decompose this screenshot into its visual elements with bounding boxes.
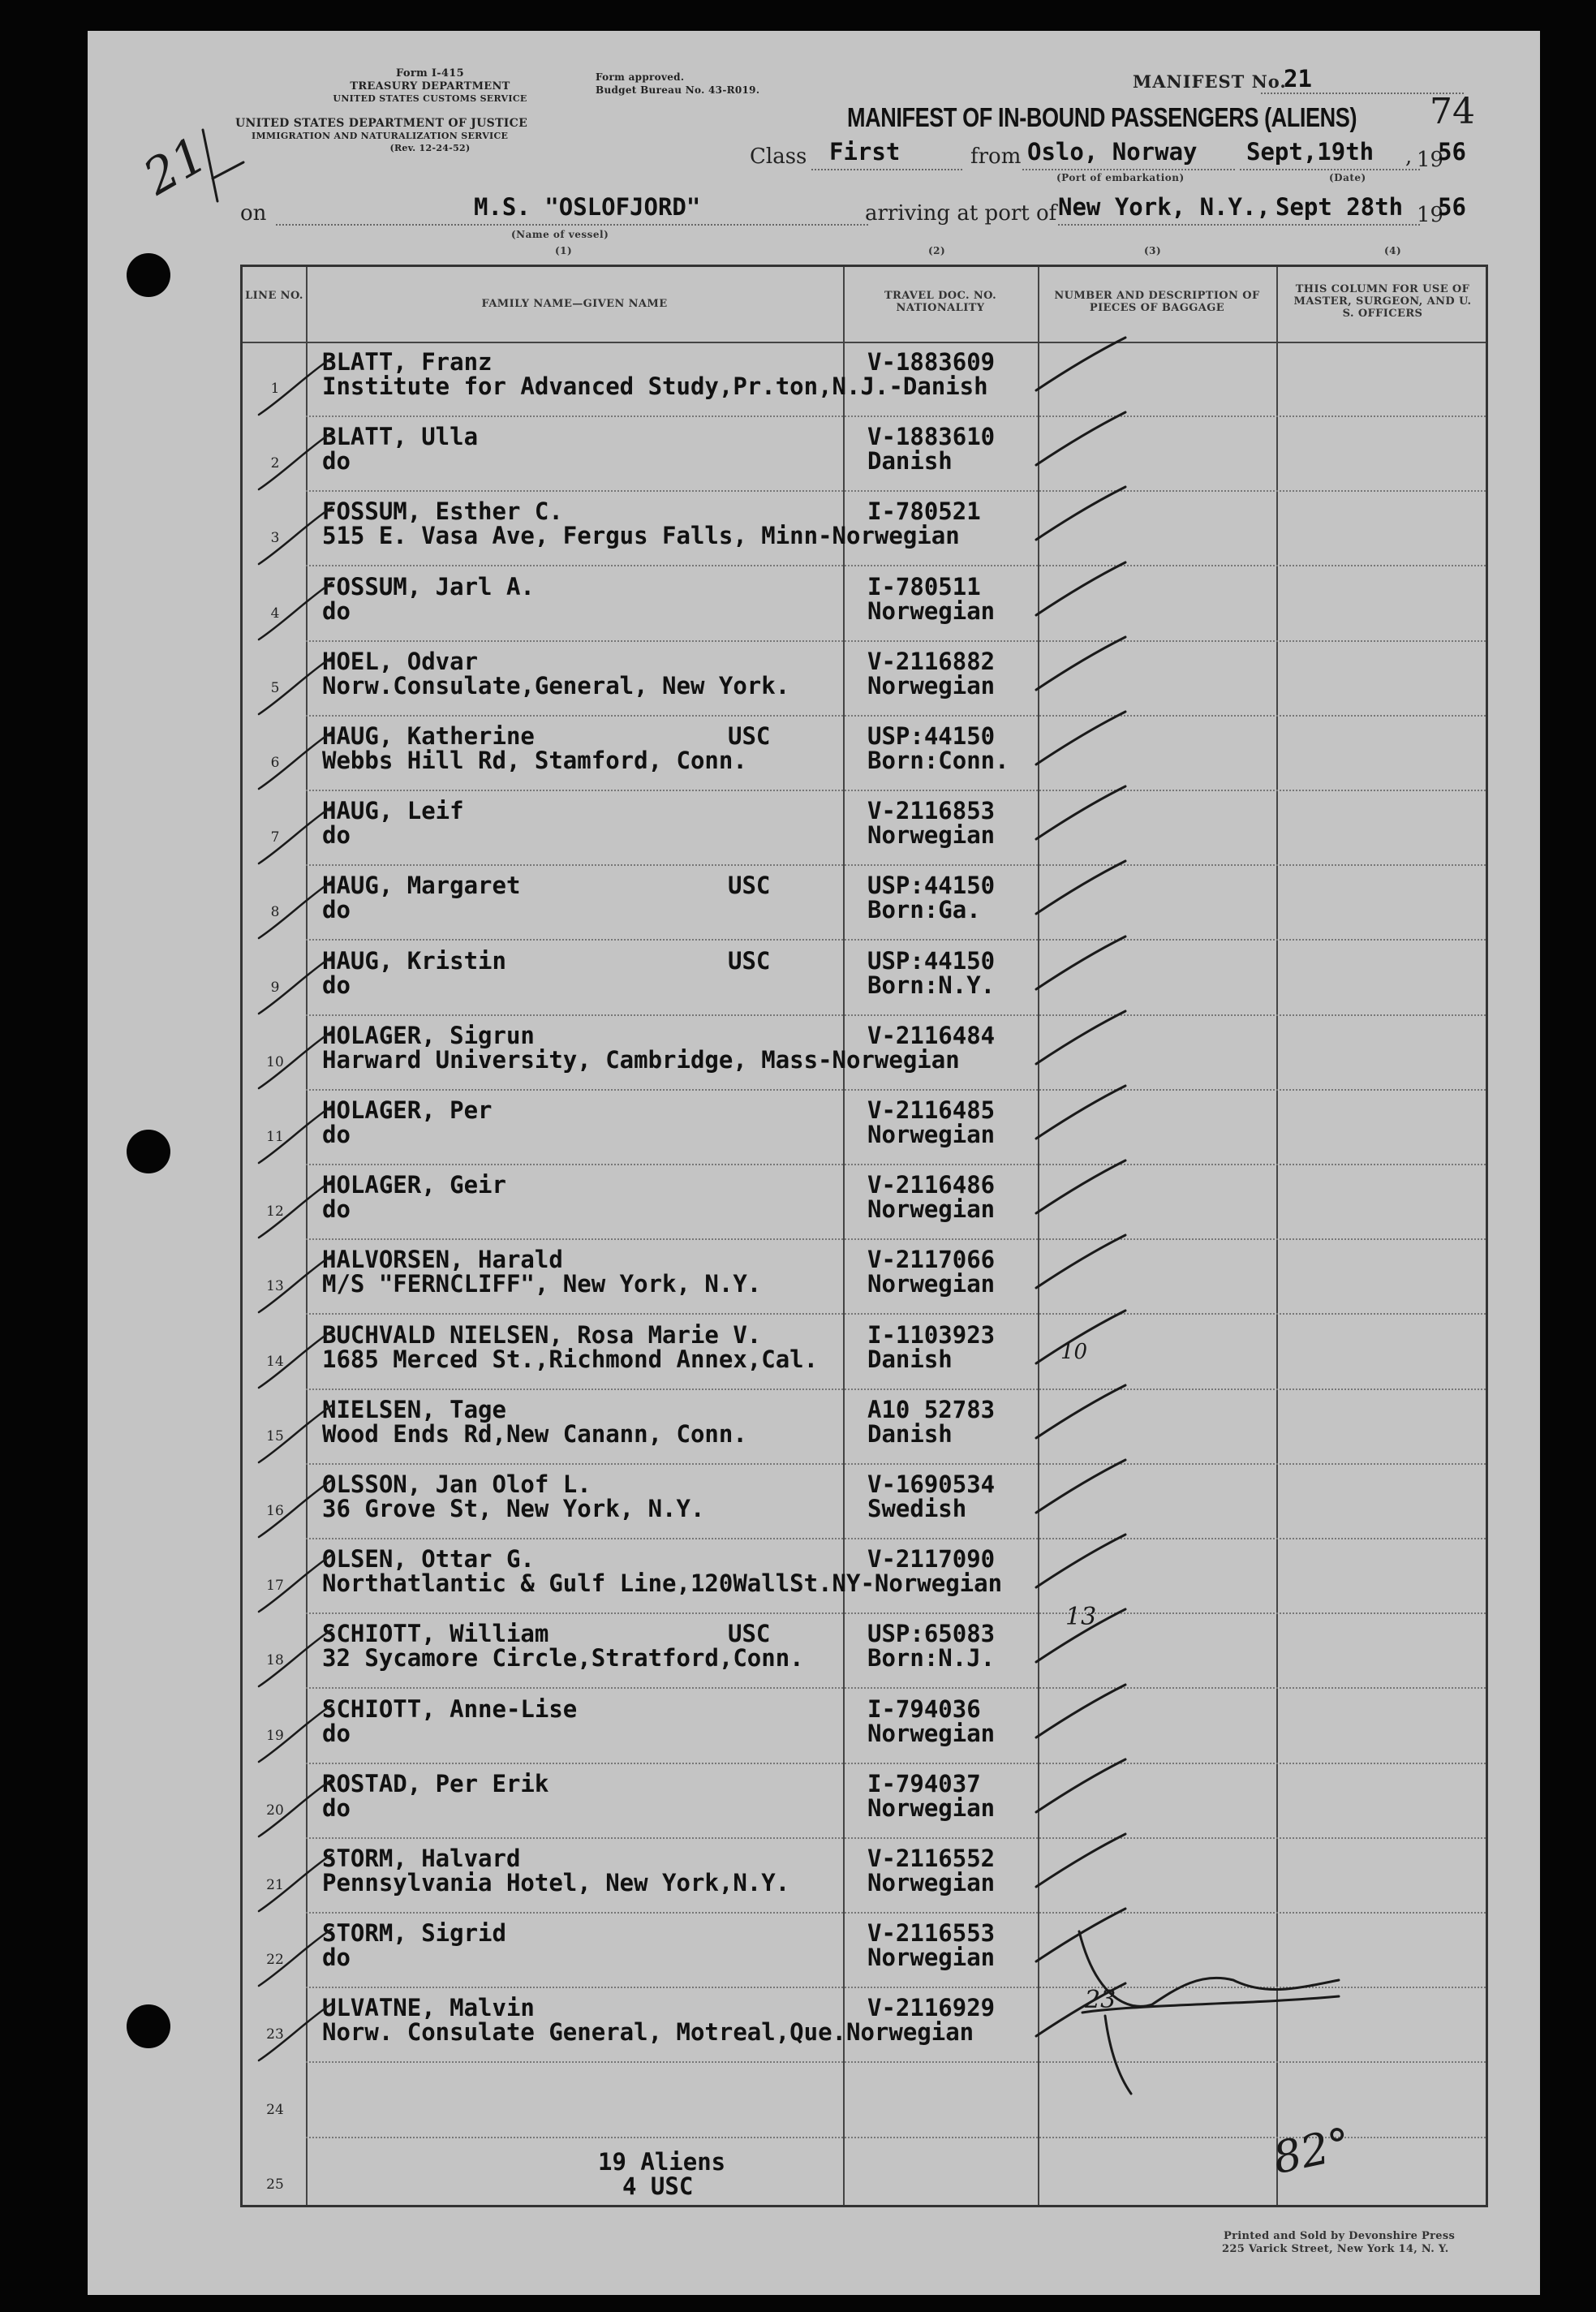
line-number: 15 <box>266 1427 284 1444</box>
arrival-year-prefix: 19 <box>1417 203 1444 227</box>
travel-doc-number: A10 52783 <box>867 1395 996 1423</box>
col-header-baggage: NUMBER AND DESCRIPTION OF PIECES OF BAGGAGE <box>1054 290 1260 314</box>
manifest-no-value: 21 <box>1284 65 1312 93</box>
nationality: Norwegian <box>867 1195 996 1224</box>
nationality: Born:Ga. <box>867 896 981 924</box>
travel-doc-number: I-794036 <box>867 1694 981 1723</box>
passenger-name: HAUG, Leif <box>322 797 464 825</box>
passenger-name: HOEL, Odvar <box>322 647 479 675</box>
line-number: 12 <box>266 1203 284 1221</box>
usc-marker: USC <box>728 722 771 750</box>
passenger-address: Norw.Consulate,General, New York. <box>322 671 790 700</box>
rev-date: (Rev. 12-24-52) <box>389 143 471 153</box>
passenger-address: M/S "FERNCLIFF", New York, N.Y. <box>322 1270 762 1298</box>
passenger-address: 515 E. Vasa Ave, Fergus Falls, Minn-Norwegian <box>322 522 960 550</box>
customs-service: UNITED STATES CUSTOMS SERVICE <box>333 93 527 104</box>
vessel-caption: (Name of vessel) <box>511 229 609 240</box>
passenger-address: do <box>322 1944 351 1972</box>
passenger-name: BLATT, Franz <box>322 348 493 376</box>
line-number: 7 <box>270 829 280 846</box>
travel-doc-number: V-2116552 <box>867 1845 996 1872</box>
travel-doc-number: V-2116484 <box>867 1021 996 1049</box>
line-number: 24 <box>266 2101 284 2118</box>
baggage-mark: 10 <box>1060 1340 1088 1364</box>
travel-doc-number: I-794037 <box>867 1769 981 1798</box>
col-header-name: FAMILY NAME—GIVEN NAME <box>481 298 668 310</box>
passenger-address: Institute for Advanced Study,Pr.ton,N.J.-Danish <box>322 372 988 400</box>
passenger-name: HAUG, Kristin <box>322 946 506 975</box>
col-caption-4: (4) <box>1384 245 1402 256</box>
line-number: 16 <box>266 1503 284 1519</box>
line-number: 11 <box>266 1129 284 1145</box>
line-number: 22 <box>266 1952 284 1969</box>
travel-doc-number: USP:44150 <box>867 946 996 975</box>
arriving-label: arriving at port of <box>865 201 1057 226</box>
col-header-line-no: LINE NO. <box>245 290 303 302</box>
passenger-name: STORM, Sigrid <box>322 1919 506 1948</box>
travel-doc-number: V-2116486 <box>867 1171 996 1199</box>
port-embarkation-caption: (Port of embarkation) <box>1056 172 1185 183</box>
travel-doc-number: I-1103923 <box>867 1320 996 1349</box>
passenger-address: Norw. Consulate General, Motreal,Que.Norwegian <box>322 2018 974 2047</box>
departure-date: Sept,19th <box>1246 138 1374 166</box>
col-header-travel-doc: TRAVEL DOC. NO. NATIONALITY <box>884 290 997 314</box>
travel-doc-number: V-1883610 <box>867 423 996 451</box>
passenger-address: Northatlantic & Gulf Line,120WallSt.NY-Norwegian <box>322 1569 1003 1598</box>
margin-stroke <box>213 162 243 179</box>
passenger-name: HAUG, Katherine <box>322 722 535 750</box>
col-caption-3: (3) <box>1144 245 1162 256</box>
form-approved: Form approved. <box>596 71 685 83</box>
margin-stroke <box>203 130 217 201</box>
line-number: 5 <box>270 679 280 696</box>
passenger-address: do <box>322 821 351 850</box>
travel-doc-number: V-2117090 <box>867 1545 996 1574</box>
passenger-address: Wood Ends Rd,New Canann, Conn. <box>322 1419 747 1448</box>
nationality: Born:N.J. <box>867 1644 996 1673</box>
baggage-mark: 23 <box>1085 1986 1116 2014</box>
line-number: 8 <box>270 904 280 921</box>
ins-service: IMMIGRATION AND NATURALIZATION SERVICE <box>252 131 509 141</box>
inspector-signature-tail <box>1105 2016 1131 2094</box>
printer-line-1: Printed and Sold by Devonshire Press <box>1224 2230 1456 2242</box>
page-number-handwritten: 74 <box>1430 91 1475 132</box>
manifest-no-label: MANIFEST No. <box>1133 71 1287 92</box>
passenger-name: BLATT, Ulla <box>322 423 479 451</box>
passenger-address: Pennsylvania Hotel, New York,N.Y. <box>322 1869 790 1897</box>
nationality: Norwegian <box>867 821 996 850</box>
nationality: Norwegian <box>867 671 996 700</box>
col-caption-1: (1) <box>555 245 573 256</box>
passenger-address: do <box>322 1195 351 1224</box>
date-comma: , <box>1405 144 1413 169</box>
col-caption-2: (2) <box>928 245 946 256</box>
travel-doc-number: I-780511 <box>867 572 981 601</box>
passenger-address: Harward University, Cambridge, Mass-Norwegian <box>322 1045 960 1074</box>
passenger-name: HAUG, Margaret <box>322 872 521 900</box>
travel-doc-number: V-2117066 <box>867 1246 996 1274</box>
line-number: 3 <box>270 530 280 547</box>
nationality: Born:Conn. <box>867 747 1009 774</box>
travel-doc-number: V-2116485 <box>867 1096 996 1124</box>
nationality: Danish <box>867 1345 953 1373</box>
usc-marker: USC <box>728 1620 771 1648</box>
inspector-signature <box>1079 1931 1339 2006</box>
travel-doc-number: V-2116553 <box>867 1919 996 1948</box>
travel-doc-number: V-2116853 <box>867 797 996 825</box>
line-number: 19 <box>266 1727 284 1744</box>
justice-dept: UNITED STATES DEPARTMENT OF JUSTICE <box>235 117 528 130</box>
printer-line-2: 225 Varick Street, New York 14, N. Y. <box>1222 2243 1449 2255</box>
line-number: 4 <box>270 605 280 622</box>
passenger-address: Webbs Hill Rd, Stamford, Conn. <box>322 747 747 774</box>
class-value: First <box>829 138 901 166</box>
total-usc: 4 USC <box>622 2172 694 2200</box>
nationality: Norwegian <box>867 1869 996 1897</box>
travel-doc-number: V-1883609 <box>867 348 996 376</box>
class-label: Class <box>750 144 807 169</box>
col-header-officers: THIS COLUMN FOR USE OF MASTER, SURGEON, AND U. S. OFFICERS <box>1293 283 1472 320</box>
passenger-name: HOLAGER, Per <box>322 1096 493 1124</box>
passenger-name: SCHIOTT, Anne-Lise <box>322 1694 578 1723</box>
travel-doc-number: USP:65083 <box>867 1620 996 1648</box>
nationality: Norwegian <box>867 1793 996 1822</box>
officer-annotation-line <box>1082 1996 1339 2013</box>
passenger-name: HALVORSEN, Harald <box>322 1246 563 1274</box>
passenger-name: FOSSUM, Esther C. <box>322 497 563 526</box>
passenger-address: do <box>322 1793 351 1822</box>
budget-bureau: Budget Bureau No. 43-R019. <box>596 84 760 96</box>
passenger-address: do <box>322 1719 351 1747</box>
passenger-address: do <box>322 1121 351 1148</box>
margin-handwritten-mark: 21 <box>134 126 217 207</box>
arrival-year-suffix: 56 <box>1438 193 1466 221</box>
vessel-name: M.S. "OSLOFJORD" <box>474 193 701 221</box>
passenger-name: HOLAGER, Geir <box>322 1171 506 1199</box>
passenger-address: do <box>322 596 351 625</box>
travel-doc-number: V-2116882 <box>867 647 996 675</box>
departure-year-prefix: 19 <box>1417 148 1444 172</box>
passenger-address: do <box>322 447 351 476</box>
baggage-mark: 13 <box>1065 1603 1097 1631</box>
from-label: from <box>970 144 1022 169</box>
officer-handwritten-note: 82° <box>1268 2117 1356 2185</box>
passenger-name: SCHIOTT, William <box>322 1620 549 1648</box>
passenger-name: ROSTAD, Per Erik <box>322 1769 549 1798</box>
passenger-address: 36 Grove St, New York, N.Y. <box>322 1495 705 1522</box>
travel-doc-number: USP:44150 <box>867 872 996 900</box>
nationality: Norwegian <box>867 1121 996 1148</box>
travel-doc-number: V-2116929 <box>867 1994 996 2022</box>
on-label: on <box>240 201 267 226</box>
date-caption: (Date) <box>1329 172 1366 183</box>
passenger-name: OLSSON, Jan Olof L. <box>322 1470 592 1498</box>
usc-marker: USC <box>728 946 771 975</box>
nationality: Swedish <box>867 1495 967 1522</box>
line-number: 23 <box>266 2026 284 2043</box>
nationality: Norwegian <box>867 1719 996 1747</box>
nationality: Danish <box>867 1419 953 1448</box>
passenger-name: BUCHVALD NIELSEN, Rosa Marie V. <box>322 1320 762 1349</box>
nationality: Born:N.Y. <box>867 971 996 999</box>
passenger-address: do <box>322 971 351 999</box>
travel-doc-number: V-1690534 <box>867 1470 996 1498</box>
arrival-port: New York, N.Y., <box>1058 193 1271 221</box>
passenger-address: do <box>322 896 351 924</box>
line-number: 20 <box>266 1802 284 1819</box>
passenger-name: ULVATNE, Malvin <box>322 1994 535 2022</box>
manifest-title: MANIFEST OF IN-BOUND PASSENGERS (ALIENS) <box>847 102 1357 132</box>
passenger-name: OLSEN, Ottar G. <box>322 1545 535 1574</box>
line-number: 17 <box>266 1578 284 1595</box>
line-number: 2 <box>270 455 280 472</box>
nationality: Norwegian <box>867 1270 996 1298</box>
line-number: 25 <box>266 2176 284 2193</box>
nationality: Norwegian <box>867 596 996 625</box>
travel-doc-number: USP:44150 <box>867 722 996 750</box>
passenger-address: 1685 Merced St.,Richmond Annex,Cal. <box>322 1345 819 1373</box>
passenger-name: STORM, Halvard <box>322 1845 521 1872</box>
passenger-name: NIELSEN, Tage <box>322 1395 506 1423</box>
line-number: 13 <box>266 1278 284 1295</box>
nationality: Danish <box>867 447 953 476</box>
treasury-dept: TREASURY DEPARTMENT <box>350 80 510 93</box>
line-number: 14 <box>266 1353 284 1370</box>
passenger-address: 32 Sycamore Circle,Stratford,Conn. <box>322 1644 804 1673</box>
nationality: Norwegian <box>867 1944 996 1972</box>
line-number: 6 <box>270 755 280 771</box>
line-number: 18 <box>266 1652 284 1669</box>
line-number: 21 <box>266 1877 284 1893</box>
total-aliens: 19 Aliens <box>598 2148 726 2176</box>
usc-marker: USC <box>728 872 771 900</box>
passenger-name: HOLAGER, Sigrun <box>322 1021 535 1049</box>
passenger-name: FOSSUM, Jarl A. <box>322 572 535 601</box>
form-number: Form I-415 <box>396 67 464 80</box>
from-value: Oslo, Norway <box>1027 138 1198 166</box>
line-number: 10 <box>266 1053 284 1070</box>
line-number: 1 <box>270 381 280 397</box>
departure-year-suffix: 56 <box>1438 138 1466 166</box>
travel-doc-number: I-780521 <box>867 497 981 526</box>
line-number: 9 <box>270 979 280 996</box>
arrival-date: Sept 28th <box>1276 193 1404 221</box>
